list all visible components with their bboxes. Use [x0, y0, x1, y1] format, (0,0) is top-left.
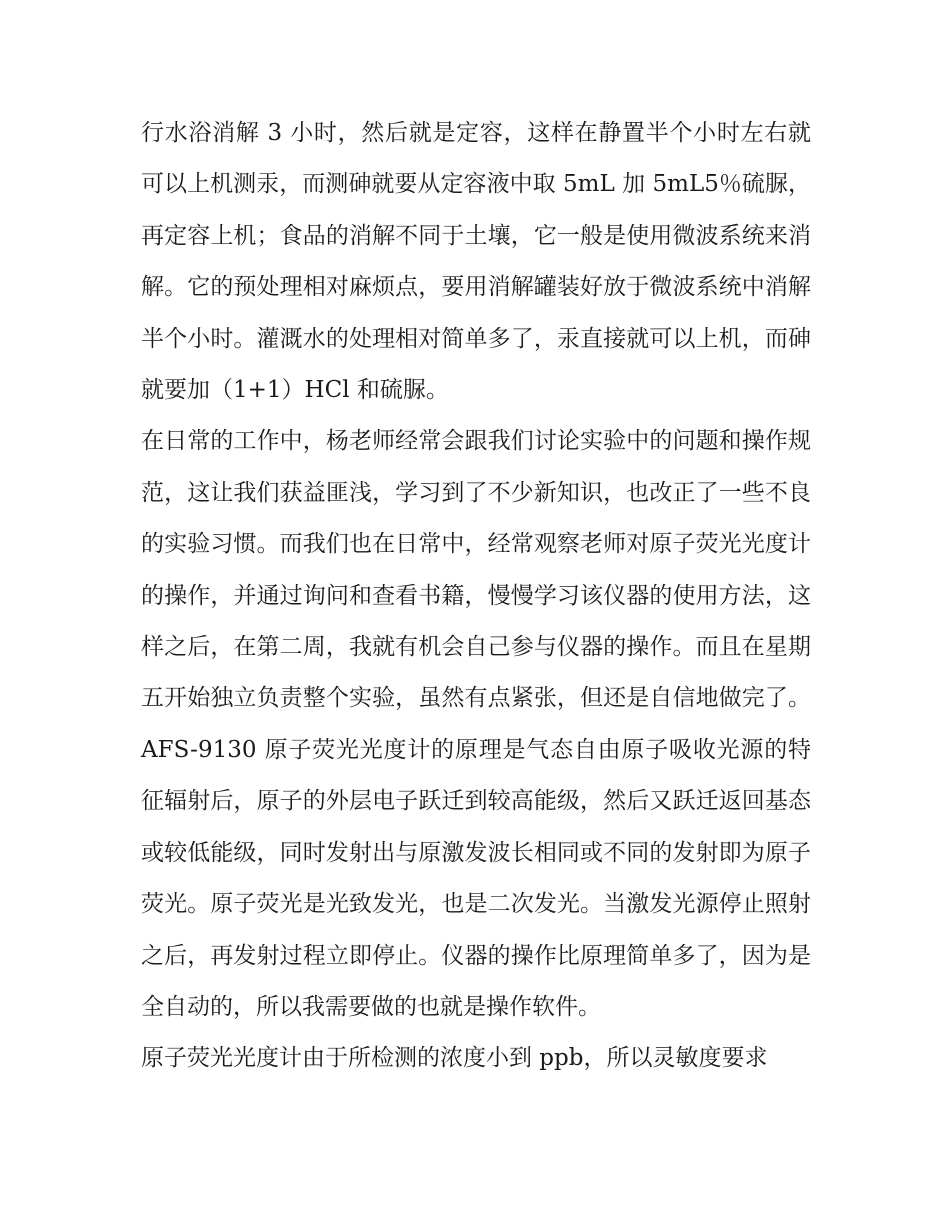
paragraph-afs-principle: 在日常的工作中，杨老师经常会跟我们讨论实验中的问题和操作规范，这让我们获益匪浅，学习到了不少新知识，也改正了一些不良的实验习惯。而我们也在日常中，经常观察老师对原子荧光光度计的操作，并通过询问和查看书籍，慢慢学习该仪器的使用方法，这样之后，在第二周，我就有机会自己参与仪器的操作。而且在星期五开始独立负责整个实验，虽然有点紧张，但还是自信地做完了。AFS-9130 原子荧光光度计的原理是气态自由原子吸收光源的特征辐射后，原子的外层电子跃迁到较高能级，然后又跃迁返回基态或较低能级，同时发射出与原激发波长相同或不同的发射即为原子荧光。原子荧光是光致发光，也是二次发光。当激发光源停止照射之后，再发射过程立即停止。仪器的操作比原理简单多了，因为是全自动的，所以我需要做的也就是操作软件。: [141, 428, 811, 1020]
paragraph-sensitivity: 原子荧光光度计由于所检测的浓度小到 ppb，所以灵敏度要求: [141, 1045, 768, 1072]
document-body: [141, 108, 811, 1085]
paragraph-digestion-methods: 行水浴消解 3 小时，然后就是定容，这样在静置半个小时左右就可以上机测汞，而测砷就要从定容液中取 5mL 加 5mL5％硫脲，再定容上机；食品的消解不同于土壤，它一般是使用微波系统来消解。它的预处理相对麻烦点，要用消解罐装好放于微波系统中消解半个小时。灌溉水的处理相对简单多了，汞直接就可以上机，而砷就要加（1+1）HCl 和硫脲。: [141, 120, 811, 404]
